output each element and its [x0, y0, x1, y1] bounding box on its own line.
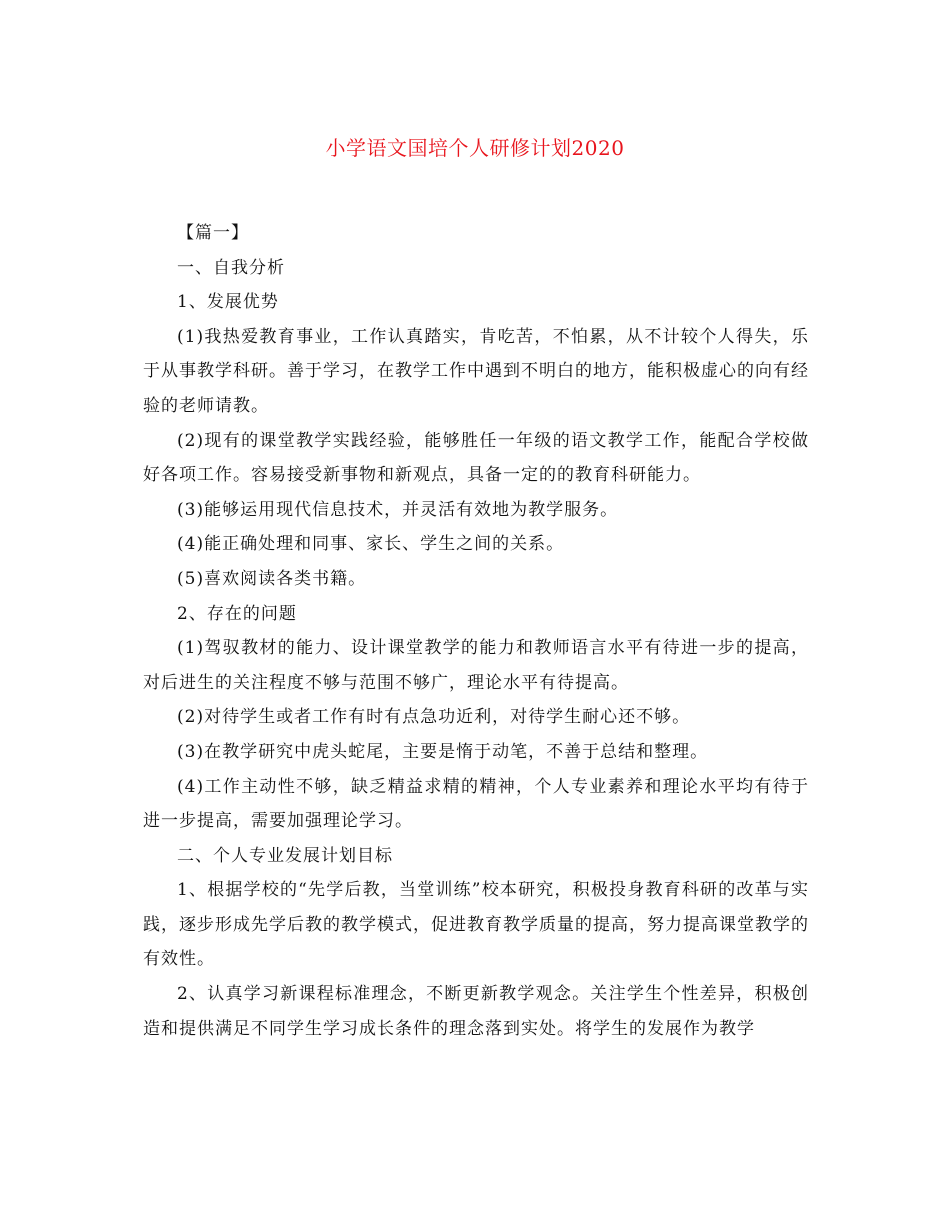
section-heading-part-one: 【篇一】 [177, 223, 249, 243]
paragraph: (2)现有的课堂教学实践经验，能够胜任一年级的语文教学工作，能配合学校做好各项工作。容易接受新事物和新观点，具备一定的的教育科研能力。 [143, 430, 809, 486]
paragraph: (5)喜欢阅读各类书籍。 [177, 568, 367, 589]
paragraph: (4)能正确处理和同事、家长、学生之间的关系。 [177, 534, 565, 555]
section-heading-development-goals: 二、个人专业发展计划目标 [177, 845, 393, 866]
subheading-strengths: 1、发展优势 [177, 292, 279, 313]
subheading-problems: 2、存在的问题 [177, 603, 297, 624]
paragraph: 1、根据学校的“先学后教，当堂训练”校本研究，积极投身教育科研的改革与实践，逐步形成先学后教的教学模式，促进教育教学质量的提高，努力提高课堂教学的有效性。 [143, 880, 809, 970]
paragraph: (1)我热爱教育事业，工作认真踏实，肯吃苦，不怕累，从不计较个人得失，乐于从事教学科研。善于学习，在教学工作中遇到不明白的地方，能积极虚心的向有经验的老师请教。 [143, 326, 809, 416]
document-body [143, 216, 809, 1046]
paragraph: (1)驾驭教材的能力、设计课堂教学的能力和教师语言水平有待进一步的提高，对后进生的关注程度不够与范围不够广，理论水平有待提高。 [143, 638, 809, 693]
document-title: 小学语文国培个人研修计划2020 [325, 136, 625, 160]
paragraph: 2、认真学习新课程标准理念，不断更新教学观念。关注学生个性差异，积极创造和提供满足不同学生学习成长条件的理念落到实处。将学生的发展作为教学 [143, 984, 809, 1039]
paragraph: (4)工作主动性不够，缺乏精益求精的精神，个人专业素养和理论水平均有待于进一步提高，需要加强理论学习。 [143, 776, 809, 832]
paragraph: (3)能够运用现代信息技术，并灵活有效地为教学服务。 [177, 499, 619, 520]
section-heading-self-analysis: 一、自我分析 [177, 257, 285, 278]
paragraph: (3)在教学研究中虎头蛇尾，主要是惰于动笔，不善于总结和整理。 [177, 741, 709, 762]
paragraph: (2)对待学生或者工作有时有点急功近利，对待学生耐心还不够。 [177, 707, 691, 728]
